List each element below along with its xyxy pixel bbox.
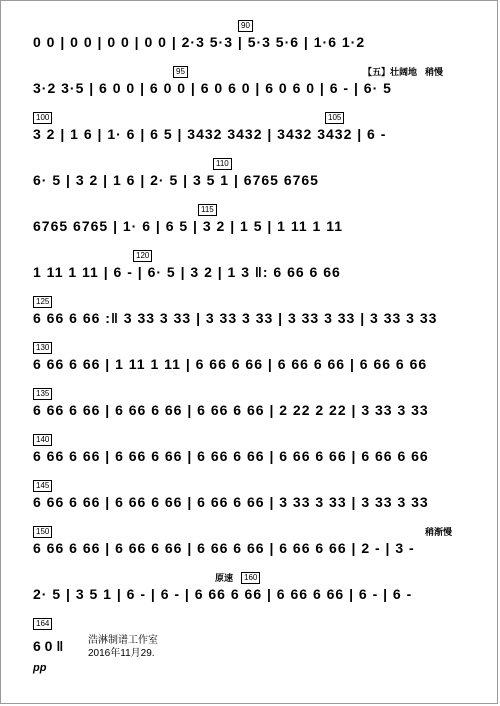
score-row xyxy=(33,436,473,482)
measure-number: 95 xyxy=(173,66,188,78)
notes: 6 0 ‖ xyxy=(33,638,64,654)
measure-number: 135 xyxy=(33,388,52,400)
tempo-mark: 稍慢 xyxy=(425,67,444,77)
measure-number: 150 xyxy=(33,526,52,538)
score-row xyxy=(33,574,473,620)
notes: 0 0 | 0 0 | 0 0 | 0 0 | 2·3 5·3 | 5·3 5·6 | 1·6 1·2 xyxy=(33,34,366,50)
notes: 6 66 6 66 | 6 66 6 66 | 6 66 6 66 | 2 22 2 22 | 3 33 3 33 xyxy=(33,402,429,418)
score-sheet xyxy=(33,22,473,662)
score-row xyxy=(33,390,473,436)
notes: 3·2 3·5 | 6 0 0 | 6 0 0 | 6 0 6 0 | 6 0 6 0 | 6 - | 6· 5 xyxy=(33,80,392,96)
section-label: 【五】壮阔地 xyxy=(363,67,418,77)
score-row xyxy=(33,252,473,298)
score-row xyxy=(33,206,473,252)
measure-number: 145 xyxy=(33,480,52,492)
tempo-mark: 原速 xyxy=(215,573,234,583)
score-row xyxy=(33,482,473,528)
measure-number: 164 xyxy=(33,618,52,630)
score-row xyxy=(33,344,473,390)
notes: 6 66 6 66 | 6 66 6 66 | 6 66 6 66 | 3 33 3 33 | 3 33 3 33 xyxy=(33,494,429,510)
score-row xyxy=(33,528,473,574)
measure-number: 90 xyxy=(238,20,253,32)
measure-number: 105 xyxy=(325,112,344,124)
notes: 2· 5 | 3 5 1 | 6 - | 6 - | 6 66 6 66 | 6 66 6 66 | 6 - | 6 - xyxy=(33,586,413,602)
notes: 3 2 | 1 6 | 1· 6 | 6 5 | 3432 3432 | 3432 3432 | 6 - xyxy=(33,126,387,142)
measure-number: 115 xyxy=(198,204,217,216)
measure-number: 130 xyxy=(33,342,52,354)
tempo-mark: 稍渐慢 xyxy=(425,527,453,537)
credit-studio: 浩淋制谱工作室 xyxy=(88,635,158,646)
score-row xyxy=(33,68,473,114)
notes: 6 66 6 66 | 6 66 6 66 | 6 66 6 66 | 6 66 6 66 | 6 66 6 66 xyxy=(33,448,429,464)
notes: 1 11 1 11 | 6 - | 6· 5 | 3 2 | 1 3 ‖: 6 66 6 66 xyxy=(33,264,341,280)
score-row xyxy=(33,160,473,206)
measure-number: 110 xyxy=(213,158,232,170)
measure-number: 160 xyxy=(241,572,260,584)
notes: 6 66 6 66 :‖ 3 33 3 33 | 3 33 3 33 | 3 33 3 33 | 3 33 3 33 xyxy=(33,310,438,326)
notes: 6 66 6 66 | 6 66 6 66 | 6 66 6 66 | 6 66 6 66 | 2 - | 3 - xyxy=(33,540,415,556)
score-row xyxy=(33,114,473,160)
measure-number: 125 xyxy=(33,296,52,308)
credit xyxy=(88,634,158,660)
notes: 6 66 6 66 | 1 11 1 11 | 6 66 6 66 | 6 66 6 66 | 6 66 6 66 xyxy=(33,356,428,372)
measure-number: 100 xyxy=(33,112,52,124)
measure-number: 120 xyxy=(133,250,152,262)
notes: 6765 6765 | 1· 6 | 6 5 | 3 2 | 1 5 | 1 11 1 11 xyxy=(33,218,344,234)
measure-number: 140 xyxy=(33,434,52,446)
notes: 6· 5 | 3 2 | 1 6 | 2· 5 | 3 5 1 | 6765 6765 xyxy=(33,172,319,188)
score-row xyxy=(33,22,473,68)
credit-date: 2016年11月29. xyxy=(88,648,155,659)
dynamic-mark: pp xyxy=(33,662,47,674)
score-footer xyxy=(33,618,473,678)
score-row xyxy=(33,298,473,344)
